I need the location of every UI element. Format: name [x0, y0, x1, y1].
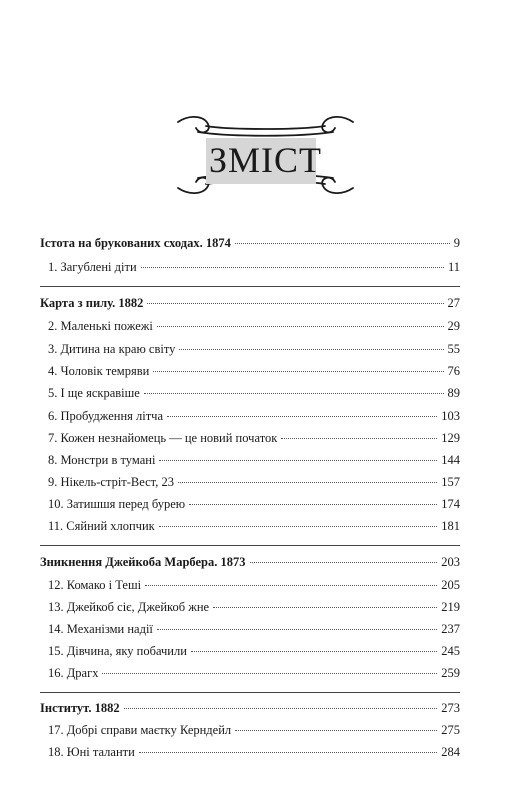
- entry-page: 237: [441, 622, 460, 636]
- dot-leader: [144, 393, 444, 394]
- toc-part-entry: [40, 701, 460, 721]
- entry-title: 1. Загублені діти: [48, 260, 137, 274]
- toc-chapter-entry: [48, 409, 460, 429]
- entry-page: 273: [441, 701, 460, 715]
- dot-leader: [189, 504, 437, 505]
- toc-chapter-entry: [48, 644, 460, 664]
- dot-leader: [102, 673, 437, 674]
- entry-page: 259: [441, 666, 460, 680]
- page-title: ЗМІСТ: [208, 140, 323, 180]
- entry-page: 174: [441, 497, 460, 511]
- entry-page: 9: [453, 236, 460, 250]
- toc-chapter-entry: [48, 319, 460, 339]
- entry-title: Карта з пилу. 1882: [40, 296, 144, 310]
- dot-leader: [157, 629, 437, 630]
- entry-page: 157: [441, 475, 460, 489]
- entry-page: 219: [441, 600, 460, 614]
- dot-leader: [191, 651, 437, 652]
- entry-page: 11: [447, 260, 460, 274]
- entry-page: 76: [447, 364, 460, 378]
- dot-leader: [147, 303, 443, 304]
- toc-chapter-entry: [48, 260, 460, 280]
- entry-title: Інститут. 1882: [40, 701, 120, 715]
- section-divider: [40, 692, 460, 693]
- toc-chapter-entry: [48, 622, 460, 642]
- toc-chapter-entry: [48, 745, 460, 765]
- dot-leader: [124, 708, 438, 709]
- entry-title: 13. Джейкоб сіє, Джейкоб жне: [48, 600, 210, 614]
- dot-leader: [159, 526, 438, 527]
- entry-title: 16. Драгх: [48, 666, 99, 680]
- dot-leader: [213, 607, 437, 608]
- entry-title: 18. Юні таланти: [48, 745, 135, 759]
- entry-title: 3. Дитина на краю світу: [48, 342, 176, 356]
- toc-chapter-entry: [48, 364, 460, 384]
- toc-part-entry: [40, 236, 460, 256]
- dot-leader: [167, 416, 437, 417]
- dot-leader: [281, 438, 437, 439]
- dot-leader: [141, 267, 444, 268]
- section-divider: [40, 545, 460, 546]
- toc-chapter-entry: [48, 519, 460, 539]
- dot-leader: [157, 326, 444, 327]
- dot-leader: [153, 371, 443, 372]
- entry-page: 129: [441, 431, 460, 445]
- toc-chapter-entry: [48, 386, 460, 406]
- section-divider: [40, 286, 460, 287]
- entry-title: 15. Дівчина, яку побачили: [48, 644, 187, 658]
- toc-chapter-entry: [48, 475, 460, 495]
- toc-chapter-entry: [48, 342, 460, 362]
- entry-page: 181: [441, 519, 460, 533]
- dot-leader: [145, 585, 437, 586]
- entry-page: 89: [447, 386, 460, 400]
- toc-chapter-entry: [48, 453, 460, 473]
- entry-page: 27: [447, 296, 460, 310]
- entry-title: 9. Нікель-стріт-Вест, 23: [48, 475, 174, 489]
- toc-chapter-entry: [48, 431, 460, 451]
- entry-page: 205: [441, 578, 460, 592]
- entry-page: 275: [441, 723, 460, 737]
- toc-part-entry: [40, 555, 460, 575]
- entry-title: 6. Пробудження літча: [48, 409, 164, 423]
- dot-leader: [178, 482, 437, 483]
- entry-title: 17. Добрі справи маєтку Керндейл: [48, 723, 232, 737]
- toc-chapter-entry: [48, 578, 460, 598]
- entry-page: 55: [447, 342, 460, 356]
- toc-chapter-entry: [48, 600, 460, 620]
- entry-page: 203: [441, 555, 460, 569]
- entry-title: Істота на брукованих сходах. 1874: [40, 236, 231, 250]
- toc-chapter-entry: [48, 666, 460, 686]
- toc-chapter-entry: [48, 723, 460, 743]
- dot-leader: [235, 730, 437, 731]
- entry-title: 11. Сяйний хлопчик: [48, 519, 155, 533]
- entry-title: 8. Монстри в тумані: [48, 453, 156, 467]
- entry-title: 4. Чоловік темряви: [48, 364, 150, 378]
- entry-title: 10. Затишшя перед бурею: [48, 497, 186, 511]
- dot-leader: [179, 349, 443, 350]
- entry-page: 29: [447, 319, 460, 333]
- entry-page: 144: [441, 453, 460, 467]
- toc-header: [0, 110, 531, 200]
- entry-title: 5. І ще яскравіше: [48, 386, 140, 400]
- dot-leader: [250, 562, 438, 563]
- entry-title: 7. Кожен незнайомець — це новий початок: [48, 431, 278, 445]
- entry-title: 2. Маленькі пожежі: [48, 319, 153, 333]
- toc-chapter-entry: [48, 497, 460, 517]
- entry-title: 14. Механізми надії: [48, 622, 153, 636]
- dot-leader: [159, 460, 437, 461]
- entry-page: 284: [441, 745, 460, 759]
- toc-part-entry: [40, 296, 460, 316]
- entry-page: 245: [441, 644, 460, 658]
- dot-leader: [139, 752, 437, 753]
- dot-leader: [235, 243, 450, 244]
- entry-title: Зникнення Джейкоба Марбера. 1873: [40, 555, 246, 569]
- entry-title: 12. Комако і Теші: [48, 578, 142, 592]
- entry-page: 103: [441, 409, 460, 423]
